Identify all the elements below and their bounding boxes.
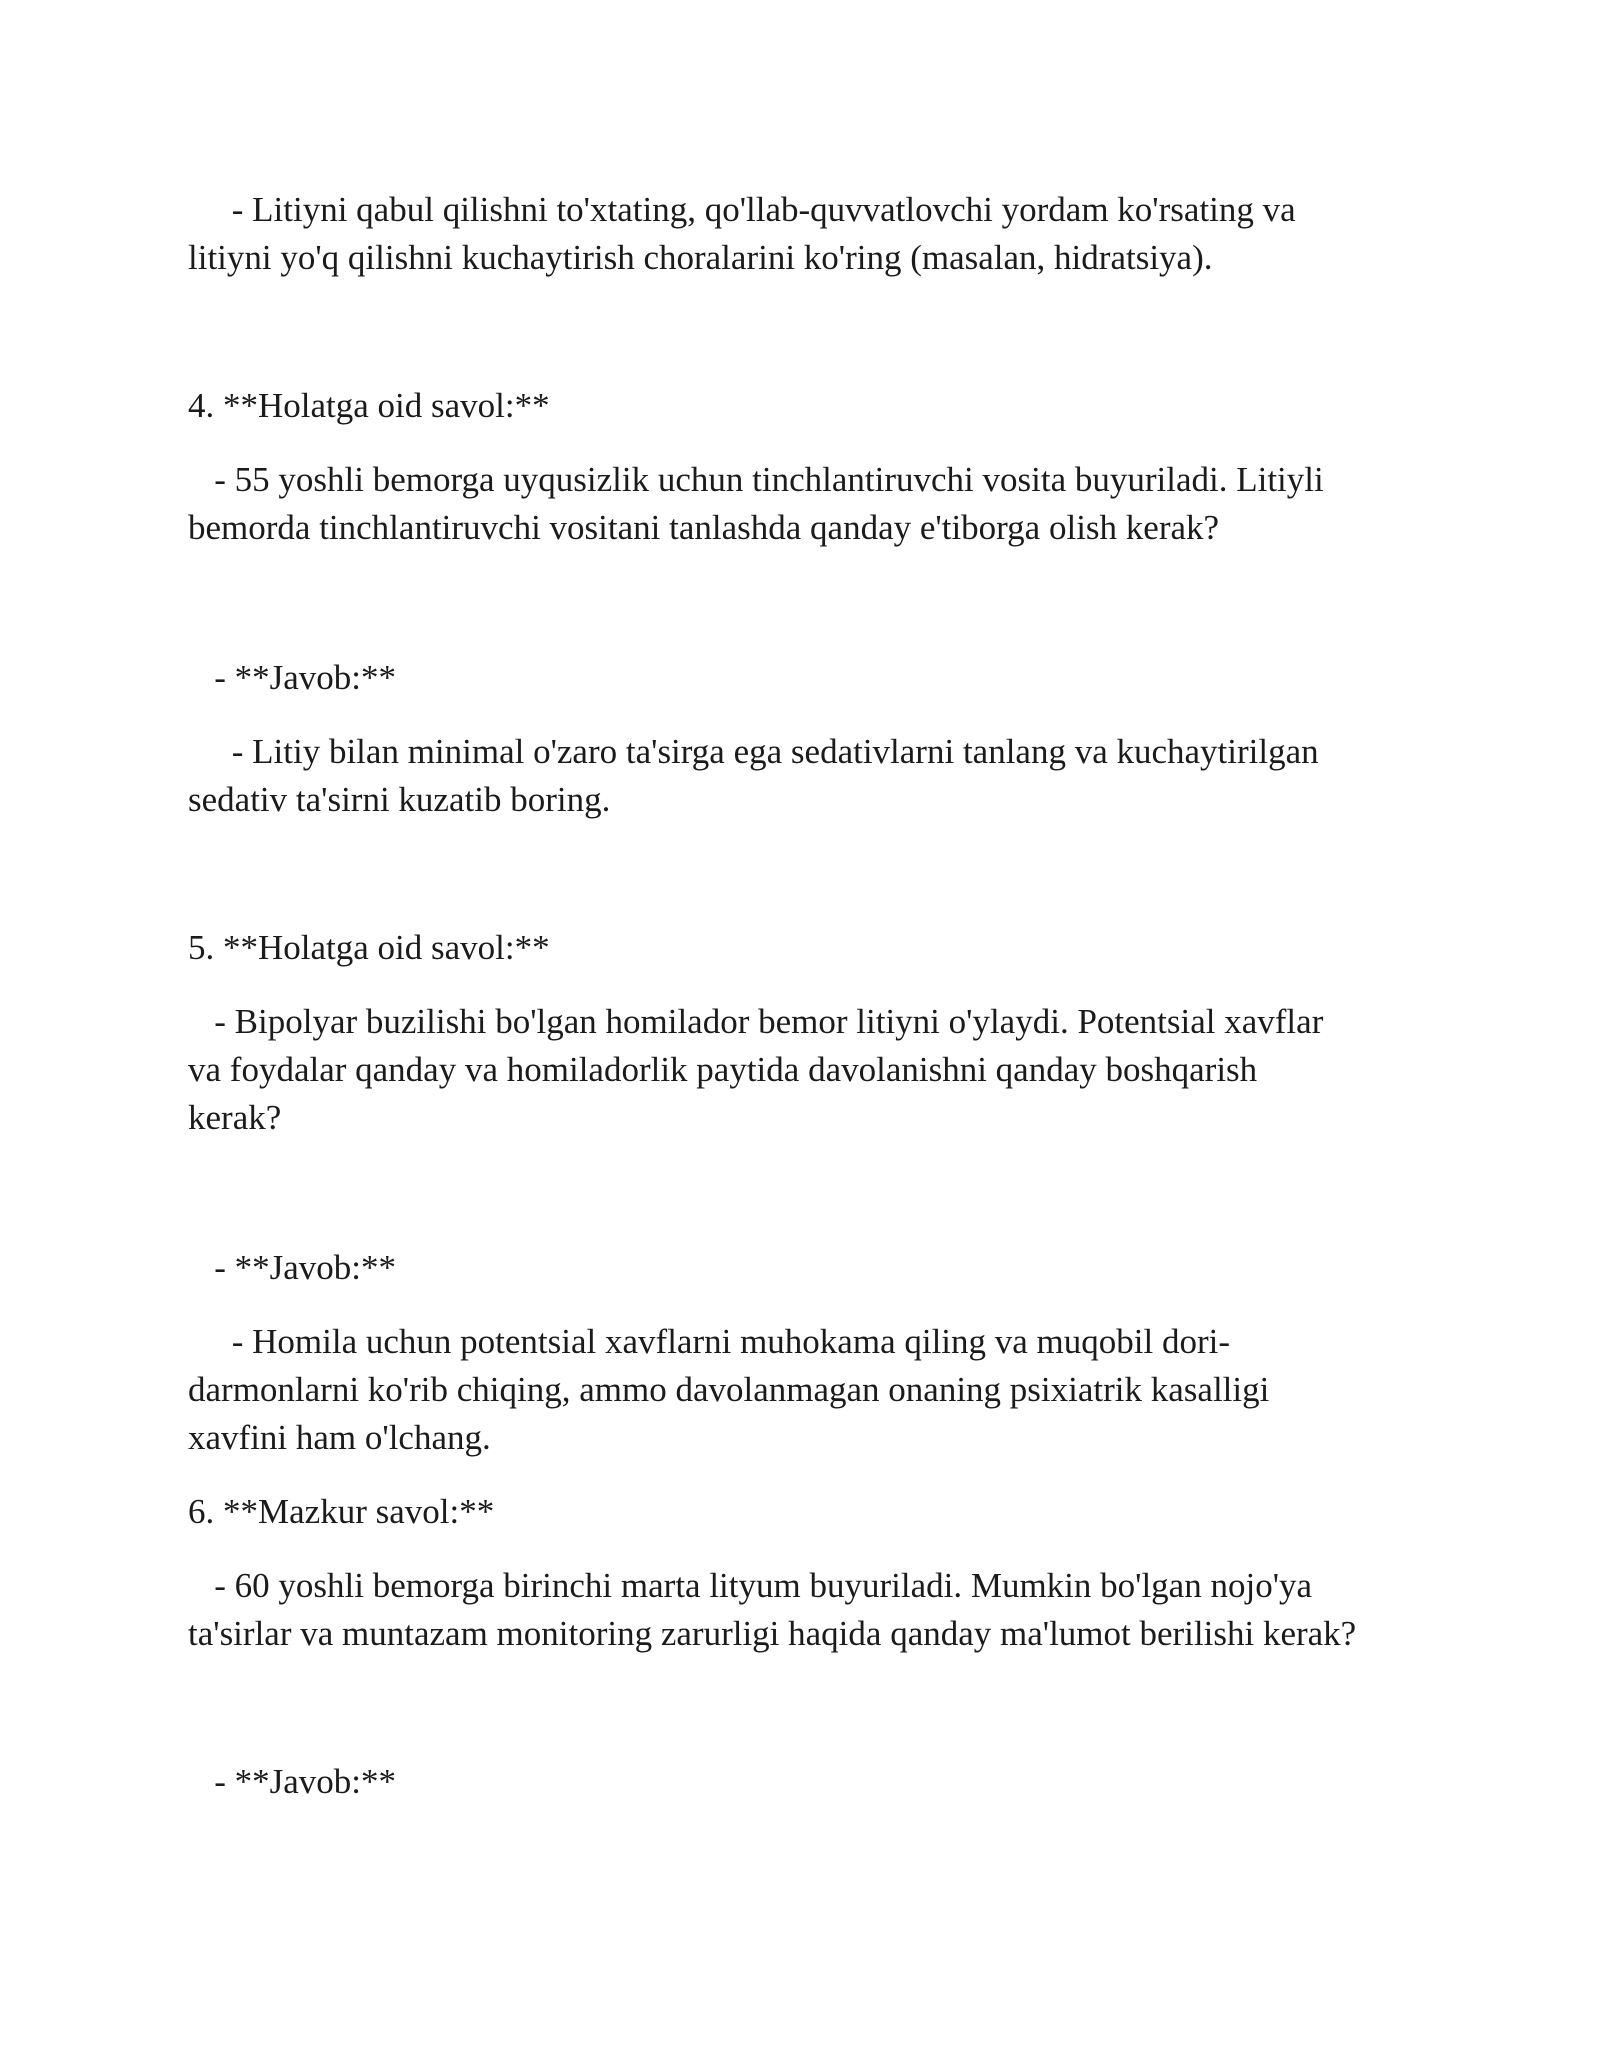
question-4-text-line-1: - 55 yoshli bemorga uyqusizlik uchun tinchlantiruvchi vosita buyuriladi. Litiyli [188, 460, 1324, 499]
question-6-text-line-1: - 60 yoshli bemorga birinchi marta lityum buyuriladi. Mumkin bo'lgan nojo'ya [188, 1566, 1313, 1605]
answer-5-text-line-3: xavfini ham o'lchang. [188, 1418, 491, 1457]
answer-4-text-line-2: sedativ ta'sirni kuzatib boring. [188, 780, 611, 819]
answer-5-heading: - **Javob:** [188, 1248, 397, 1287]
question-6-heading: 6. **Mazkur savol:** [188, 1492, 495, 1531]
answer-3-text-line-2: litiyni yo'q qilishni kuchaytirish choralarini ko'ring (masalan, hidratsiya). [188, 238, 1213, 277]
answer-5-text-line-1: - Homila uchun potentsial xavflarni muhokama qiling va muqobil dori- [188, 1322, 1231, 1361]
answer-5-text-line-2: darmonlarni ko'rib chiqing, ammo davolanmagan onaning psixiatrik kasalligi [188, 1370, 1270, 1409]
question-5-text-line-3: kerak? [188, 1098, 282, 1137]
answer-6-heading: - **Javob:** [188, 1762, 397, 1801]
answer-4-heading: - **Javob:** [188, 658, 397, 697]
question-6-text-line-2: ta'sirlar va muntazam monitoring zarurligi haqida qanday ma'lumot berilishi kerak? [188, 1614, 1357, 1653]
question-5-text-line-2: va foydalar qanday va homiladorlik paytida davolanishni qanday boshqarish [188, 1050, 1258, 1089]
question-5-text-line-1: - Bipolyar buzilishi bo'lgan homilador bemor litiyni o'ylaydi. Potentsial xavflar [188, 1002, 1324, 1041]
question-4-text-line-2: bemorda tinchlantiruvchi vositani tanlashda qanday e'tiborga olish kerak? [188, 508, 1220, 547]
question-5-heading: 5. **Holatga oid savol:** [188, 928, 550, 967]
question-4-heading: 4. **Holatga oid savol:** [188, 386, 550, 425]
answer-4-text-line-1: - Litiy bilan minimal o'zaro ta'sirga ega sedativlarni tanlang va kuchaytirilgan [188, 732, 1319, 771]
answer-3-text-line-1: - Litiyni qabul qilishni to'xtating, qo'llab-quvvatlovchi yordam ko'rsating va [188, 190, 1296, 229]
